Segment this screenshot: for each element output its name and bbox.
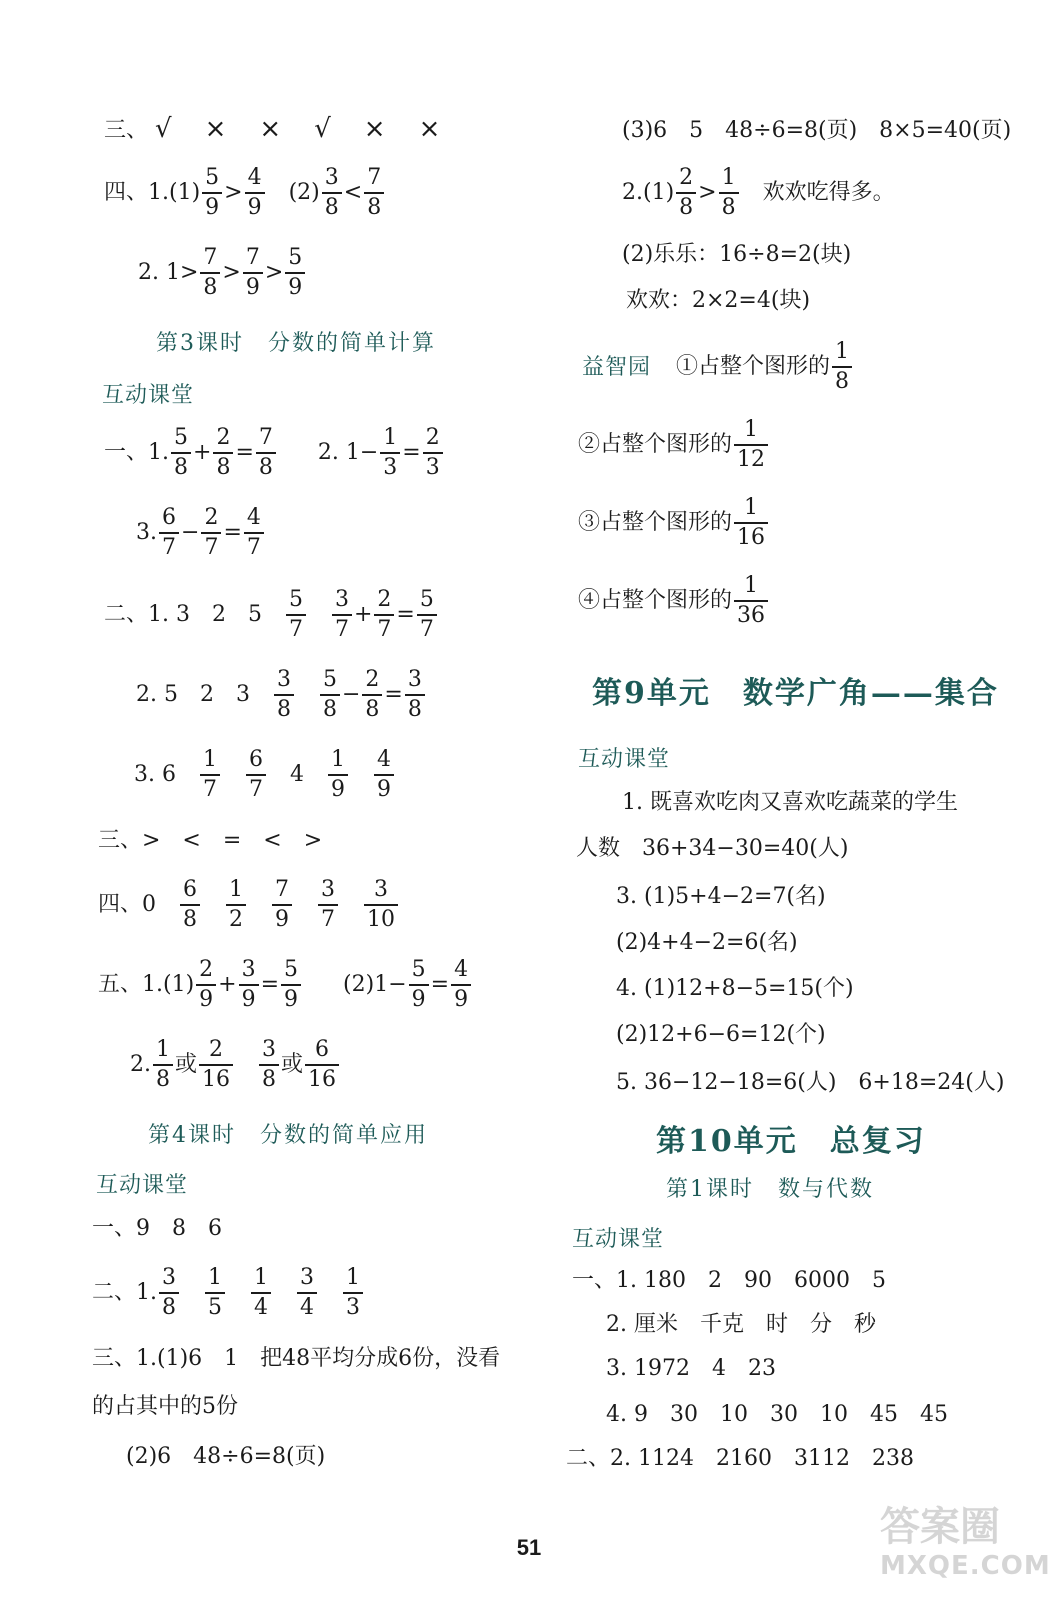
fraction: $\frac{1}{8}$ <box>832 340 852 394</box>
operator: = <box>235 440 254 466</box>
fraction: $\frac{1}{4}$ <box>251 1266 271 1320</box>
operator: = <box>260 972 280 998</box>
label: 3. <box>136 520 157 546</box>
fraction: $\frac{1}{36}$ <box>734 574 768 628</box>
answer-line-c2: 2. 厘米 千克 时 分 秒 <box>606 1312 876 1337</box>
answer-line-r1: (3)6 5 48÷6=8(页) 8×5=40(页) <box>622 118 1012 143</box>
operator: = <box>402 440 421 466</box>
fraction: $\frac{1}{8}$ <box>719 166 739 220</box>
fraction: $\frac{2}{9}$ <box>196 958 216 1012</box>
fraction: $\frac{5}{9}$ <box>281 958 301 1012</box>
label: 四、0 <box>98 892 156 918</box>
operator: > <box>224 180 243 206</box>
fraction: $\frac{4}{9}$ <box>451 958 471 1012</box>
answer-line-r4: 欢欢：2×2=4(块) <box>626 288 811 313</box>
check-mark: √ <box>314 114 331 144</box>
operator: > <box>264 260 284 286</box>
answer-line-a3: 三、1.(1)6 1 把48平均分成6份，没看 <box>92 1346 501 1371</box>
answer-text: 欢欢吃得多。 <box>762 180 895 206</box>
section-tag-hudong: 互动课堂 <box>102 383 195 408</box>
answer-line-b1-cont: 人数 36+34−30=40(人) <box>576 836 849 861</box>
word: 或 <box>281 1052 304 1078</box>
label: (2)1− <box>343 972 407 998</box>
answer-line-wu-2 <box>130 1038 341 1092</box>
answer-line-r3: (2)乐乐：16÷8=2(块) <box>622 242 852 267</box>
operator: + <box>353 602 373 628</box>
fraction: $\frac{2}{16}$ <box>199 1038 233 1092</box>
answer-line-yz3 <box>578 496 770 550</box>
value: 4 <box>289 762 304 788</box>
answer-line-san <box>104 116 466 142</box>
operator: − <box>181 520 200 546</box>
fraction: $\frac{2}{8}$ <box>213 426 233 480</box>
fraction: $\frac{4}{9}$ <box>374 748 394 802</box>
cross-mark: × <box>259 114 282 144</box>
fraction: $\frac{1}{3}$ <box>343 1266 363 1320</box>
label: 四、1.(1) <box>104 180 201 206</box>
fraction: $\frac{7}{8}$ <box>364 166 384 220</box>
fraction: $\frac{7}{9}$ <box>272 878 292 932</box>
operator: > <box>222 260 241 286</box>
word: 或 <box>175 1052 198 1078</box>
section-tag-yizhi: 益智园 <box>582 355 652 380</box>
section-tag-hudong: 互动课堂 <box>578 747 671 772</box>
operator: < <box>343 180 363 206</box>
unit-9-heading: 第9单元 数学广角——集合 <box>592 676 999 711</box>
fraction: $\frac{1}{2}$ <box>226 878 246 932</box>
label: 2. 1− <box>317 440 379 466</box>
answer-line-si-2 <box>138 246 307 300</box>
operator: = <box>430 972 450 998</box>
fraction: $\frac{7}{9}$ <box>243 246 263 300</box>
answer-line-er-2 <box>136 668 427 722</box>
answer-text: ④占整个图形的 <box>578 588 733 614</box>
fraction: $\frac{3}{7}$ <box>332 588 352 642</box>
label: 五、1.(1) <box>98 972 195 998</box>
answer-line-si-3 <box>98 878 400 932</box>
fraction: $\frac{7}{8}$ <box>256 426 276 480</box>
label: 2. 5 2 3 <box>136 682 250 708</box>
answer-line-c1: 一、1. 180 2 90 6000 5 <box>572 1268 886 1293</box>
answer-line-yi-3 <box>136 506 266 560</box>
answer-line-b4-2: (2)12+6−6=12(个) <box>616 1022 826 1047</box>
answer-line-a1: 一、9 8 6 <box>92 1216 222 1241</box>
fraction: $\frac{1}{9}$ <box>328 748 348 802</box>
section-tag-hudong: 互动课堂 <box>572 1227 665 1252</box>
fraction: $\frac{6}{8}$ <box>180 878 200 932</box>
answer-text: ①占整个图形的 <box>676 354 831 380</box>
fraction: $\frac{3}{7}$ <box>318 878 338 932</box>
watermark-logo <box>880 1495 1051 1590</box>
answer-line-er-3 <box>134 748 396 802</box>
fraction: $\frac{1}{12}$ <box>734 418 768 472</box>
operator: > <box>698 180 717 206</box>
answer-line-yi-1 <box>104 426 445 480</box>
fraction: $\frac{3}{4}$ <box>297 1266 317 1320</box>
fraction: $\frac{1}{16}$ <box>734 496 768 550</box>
operator: − <box>341 682 361 708</box>
answer-line-wu-1 <box>98 958 473 1012</box>
fraction: $\frac{3}{9}$ <box>239 958 259 1012</box>
fraction: $\frac{4}{9}$ <box>245 166 265 220</box>
fraction: $\frac{7}{8}$ <box>200 246 220 300</box>
fraction: $\frac{1}{8}$ <box>153 1038 173 1092</box>
label: (2) <box>288 180 320 206</box>
answer-text: ③占整个图形的 <box>578 510 733 536</box>
label: 2.(1) <box>622 180 675 206</box>
fraction: $\frac{3}{8}$ <box>259 1038 279 1092</box>
answer-line-b3: 3. (1)5+4−2=7(名) <box>616 884 826 909</box>
operator: = <box>396 602 415 628</box>
cross-mark: × <box>204 114 227 144</box>
fraction: $\frac{2}{7}$ <box>374 588 394 642</box>
answer-line-b4: 4. (1)12+8−5=15(个) <box>616 976 854 1001</box>
answer-line-b1: 1. 既喜欢吃肉又喜欢吃蔬菜的学生 <box>622 790 958 815</box>
fraction: $\frac{2}{8}$ <box>362 668 382 722</box>
label: 2. 1> <box>138 260 199 286</box>
watermark-url: MXQE.COM <box>880 1551 1051 1581</box>
label: 3. 6 <box>134 762 176 788</box>
answer-line-b5: 5. 36−12−18=6(人) 6+18=24(人) <box>616 1070 1005 1095</box>
fraction: $\frac{3}{8}$ <box>274 668 294 722</box>
cross-mark: × <box>418 114 441 144</box>
answer-line-yz4 <box>578 574 770 628</box>
fraction: $\frac{3}{8}$ <box>159 1266 179 1320</box>
operator: + <box>193 440 212 466</box>
lesson-1-heading: 第1课时 数与代数 <box>666 1177 874 1202</box>
operator: = <box>223 520 242 546</box>
answer-text: ②占整个图形的 <box>578 432 733 458</box>
answer-line-a3-2: (2)6 48÷6=8(页) <box>126 1444 326 1469</box>
fraction: $\frac{5}{8}$ <box>171 426 191 480</box>
fraction: $\frac{2}{8}$ <box>676 166 696 220</box>
fraction: $\frac{5}{8}$ <box>320 668 340 722</box>
label: 2. <box>130 1052 151 1078</box>
check-mark: √ <box>155 114 172 144</box>
fraction: $\frac{5}{9}$ <box>202 166 222 220</box>
answer-line-er-1 <box>104 588 439 642</box>
label: 三、 <box>104 118 149 143</box>
fraction: $\frac{6}{16}$ <box>305 1038 339 1092</box>
fraction: $\frac{1}{7}$ <box>200 748 220 802</box>
operator: = <box>384 682 403 708</box>
answer-line-c3: 3. 1972 4 23 <box>606 1356 776 1381</box>
fraction: $\frac{5}{7}$ <box>417 588 437 642</box>
unit-10-heading: 第10单元 总复习 <box>656 1124 926 1159</box>
fraction: $\frac{6}{7}$ <box>159 506 179 560</box>
lesson-4-heading: 第4课时 分数的简单应用 <box>148 1123 428 1148</box>
answer-line-r2 <box>622 166 895 220</box>
label: 二、1. 3 2 5 <box>104 602 262 628</box>
answer-line-si-1 <box>104 166 386 220</box>
fraction: $\frac{5}{7}$ <box>286 588 306 642</box>
fraction: $\frac{1}{3}$ <box>380 426 400 480</box>
fraction: $\frac{2}{7}$ <box>201 506 221 560</box>
answer-line-yz2 <box>578 418 770 472</box>
watermark-text: 答案圈 <box>880 1504 1000 1550</box>
answer-line-yz1 <box>676 340 854 394</box>
fraction: $\frac{3}{10}$ <box>364 878 398 932</box>
fraction: $\frac{3}{8}$ <box>405 668 425 722</box>
fraction: $\frac{6}{7}$ <box>246 748 266 802</box>
fraction: $\frac{3}{8}$ <box>322 166 342 220</box>
fraction: $\frac{5}{9}$ <box>285 246 305 300</box>
answer-line-a3-cont: 的占其中的5份 <box>92 1394 238 1419</box>
answer-line-c4: 4. 9 30 10 30 10 45 45 <box>606 1402 948 1427</box>
answer-line-c5: 二、2. 1124 2160 3112 238 <box>566 1446 914 1471</box>
answer-line-san-2: 三、> < = < > <box>98 828 323 853</box>
section-tag-hudong: 互动课堂 <box>96 1173 189 1198</box>
cross-mark: × <box>363 114 386 144</box>
label: 一、1. <box>104 440 169 466</box>
fraction: $\frac{1}{5}$ <box>205 1266 225 1320</box>
fraction: $\frac{2}{3}$ <box>423 426 443 480</box>
answer-line-b3-2: (2)4+4−2=6(名) <box>616 930 798 955</box>
fraction: $\frac{4}{7}$ <box>244 506 264 560</box>
page-number: 51 <box>516 1535 542 1560</box>
operator: + <box>218 972 237 998</box>
fraction: $\frac{5}{9}$ <box>409 958 429 1012</box>
answer-line-a2 <box>92 1266 365 1320</box>
label: 二、1. <box>92 1280 157 1306</box>
lesson-3-heading: 第3课时 分数的简单计算 <box>156 331 436 356</box>
